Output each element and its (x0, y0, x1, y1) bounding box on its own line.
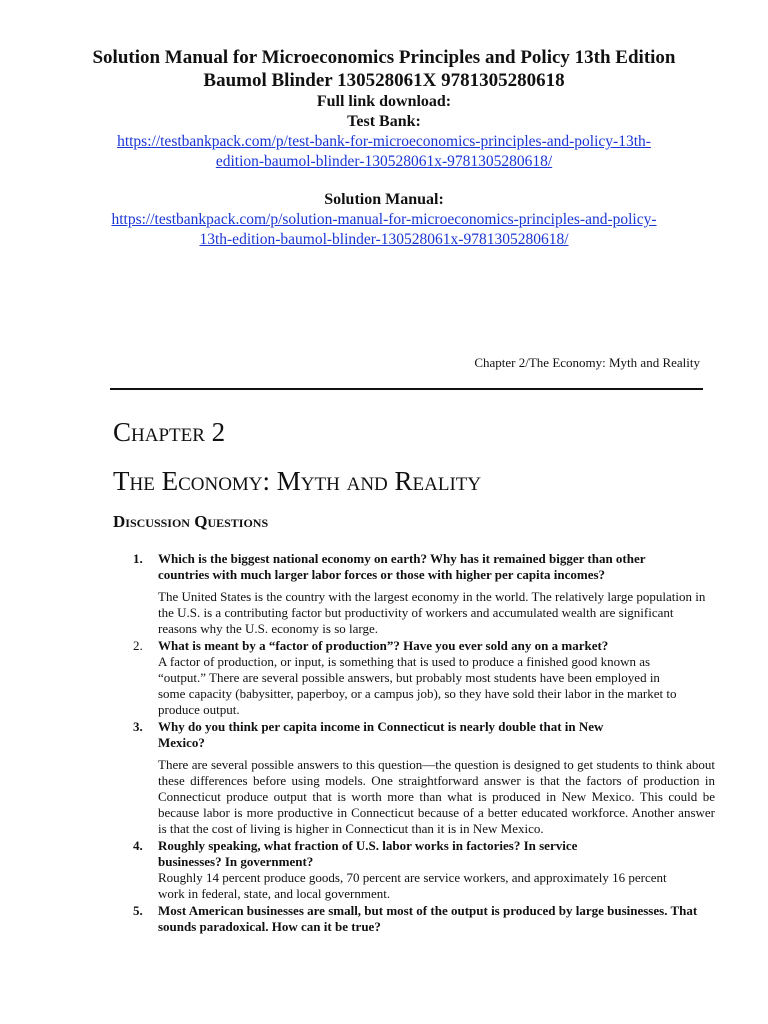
running-head: Chapter 2/The Economy: Myth and Reality (474, 355, 700, 370)
chapter-title-part: yth and (300, 466, 395, 496)
answer-text: A factor of production, or input, is something that is used to produce a finished good known as “output.” There are several possible answers, but probably most students have been employed in some capacity (babysitter, paperboy, or a campus job), so they have sold their labor in the market to produce output. (158, 654, 677, 717)
question-number: 2. (133, 638, 143, 653)
chapter-title-part: E (161, 466, 179, 496)
chapter-title-part: M (276, 466, 301, 496)
chapter-label-rest: hapter 2 (131, 417, 226, 447)
question-number: 4. (133, 838, 143, 853)
question-item (125, 719, 715, 751)
question-text: Most American businesses are small, but most of the output is produced by large businesses. That sounds paradoxical. How can it be true? (158, 903, 698, 934)
question-number: 3. (133, 719, 143, 734)
section-title: Discussion Questions (113, 512, 269, 531)
chapter-label-initial: C (113, 417, 132, 447)
question-item (125, 838, 715, 870)
chapter-title-part: T (113, 466, 130, 496)
question-text: Which is the biggest national economy on earth? Why has it remained bigger than other countries with much larger labor forces or those with higher per capita incomes? (158, 551, 646, 582)
question-item (125, 551, 715, 583)
document-header (60, 46, 708, 250)
answer-text: Roughly 14 percent produce goods, 70 percent are service workers, and approximately 16 percent work in federal, state, and local government. (158, 870, 667, 901)
chapter-title-part: eality (412, 466, 482, 496)
question-list (125, 551, 715, 935)
test-bank-link-line-1[interactable]: https://testbankpack.com/p/test-bank-for-microeconomics-principles-and-policy-13th- (117, 133, 651, 150)
question-text: Why do you think per capita income in Connecticut is nearly double that in New Mexico? (158, 719, 604, 750)
chapter-title-part: he (129, 466, 162, 496)
question-number: 5. (133, 903, 143, 918)
answer-text: The United States is the country with the largest economy in the world. The relatively large population in the U.S. is a contributing factor but productivity of workers and accumulated wealth are significant reasons why the U.S. economy is so large. (158, 589, 706, 636)
chapter-title (113, 463, 481, 499)
test-bank-label: Test Bank: (347, 113, 421, 130)
full-link-label: Full link download: (316, 93, 452, 110)
solution-manual-link-line-1[interactable]: https://testbankpack.com/p/solution-manual-for-microeconomics-principles-and-policy- (111, 211, 657, 228)
question-item (125, 903, 715, 935)
document-title-line-1: Solution Manual for Microeconomics Principles and Policy 13th Edition (92, 47, 676, 68)
solution-manual-link-line-2[interactable]: 13th-edition-baumol-blinder-130528061x-9781305280618/ (199, 231, 569, 248)
answer-text: There are several possible answers to this question—the question is designed to get students to think about these differences before using models. One straightforward answer is that the factors of production in Connecticut produce output that is worth more than what is produced in New Mexico. This could be because labor is more productive in Connecticut because of a better educated workforce. Another answer is that the cost of living is higher in Connecticut than it is in New Mexico. (158, 757, 715, 836)
chapter-title-part: conomy: (178, 466, 277, 496)
chapter-label (113, 414, 225, 450)
question-text: What is meant by a “factor of production”? Have you ever sold any on a market? (158, 638, 609, 653)
question-text: Roughly speaking, what fraction of U.S. labor works in factories? In service businesses? In government? (158, 838, 578, 869)
document-title-line-2: Baumol Blinder 130528061X 9781305280618 (203, 70, 565, 91)
question-item (125, 638, 715, 654)
question-number: 1. (133, 551, 143, 566)
header-divider (110, 388, 703, 390)
chapter-title-part: R (394, 466, 413, 496)
test-bank-link-line-2[interactable]: edition-baumol-blinder-130528061x-9781305280618/ (215, 153, 553, 170)
solution-manual-label: Solution Manual: (324, 191, 444, 208)
